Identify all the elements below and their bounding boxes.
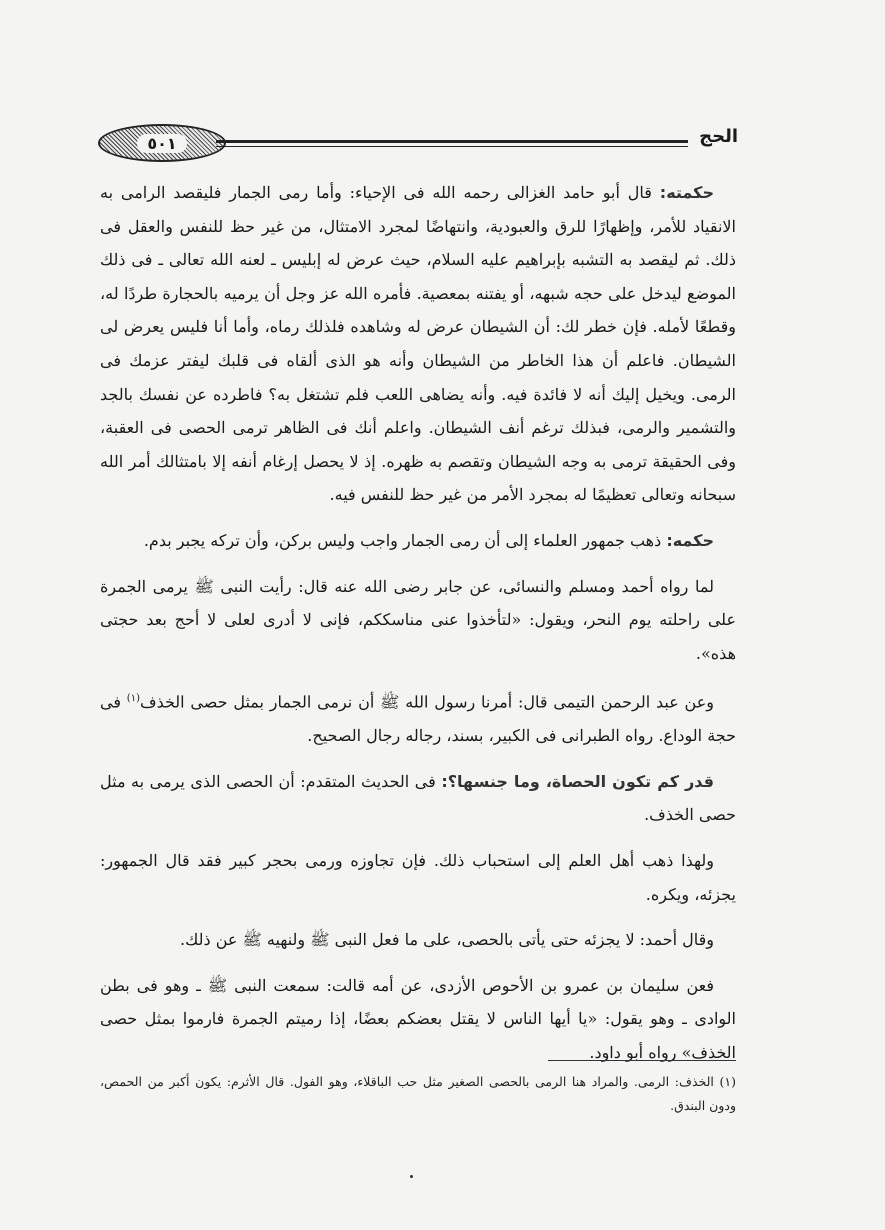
paragraph-hadith-jabir bbox=[100, 570, 736, 671]
header-rule bbox=[216, 140, 688, 147]
footnote bbox=[100, 1070, 736, 1118]
paragraph-hukmuhu bbox=[100, 524, 736, 558]
page-mark bbox=[410, 1175, 413, 1178]
running-title: الحج bbox=[699, 126, 738, 147]
main-text bbox=[100, 176, 736, 1070]
page-header bbox=[98, 122, 738, 162]
page-number-badge bbox=[98, 124, 226, 162]
footnote-text: (١) الخذف: الرمى. والمراد هنا الرمى بالحصى الصغير مثل حب الباقلاء، وهو الفول. قال الأثرم: يكون أكبر من الحمص، ودون البندق. bbox=[100, 1074, 736, 1113]
footnote-marker: (١) bbox=[126, 693, 140, 705]
paragraph-text: ذهب جمهور العلماء إلى أن رمى الجمار واجب وليس بركن، وأن تركه يجبر بدم. bbox=[143, 530, 667, 550]
paragraph-text: ولهذا ذهب أهل العلم إلى استحباب ذلك. فإن تجاوزه ورمى بحجر كبير فقد قال الجمهور: يجزئه، ويكره. bbox=[100, 851, 736, 904]
paragraph-text: قال أبو حامد الغزالى رحمه الله فى الإحياء: وأما رمى الجمار فليقصد الرامى به الانقياد للأمر، وإظهارًا للرق والعبودية، وانتهاضًا لمجرد الامتثال، من غير حظ للنفس والعقل فى ذلك. ثم ليقصد به التشبه بإبراهيم عليه السلام، حيث عرض له إبليس ـ لعنه الله تعالى ـ فى ذلك الموضع ليدخل على حجه شبهه، أو يفتنه بمعصية. فأمره الله عز وجل أن يرميه بالحجارة طردًا له، وقطعًا لأمله. فإن خطر لك: أن الشيطان عرض له وشاهده فلذلك رماه، وأما أنا فليس يعرض لى الشيطان. فاعلم أن هذا الخاطر من الشيطان وأنه هو الذى ألقاه فى قلبك ليفتر عزمك فى الرمى. ويخيل إليك أنه لا فائدة فيه. وأنه يضاهى اللعب فلم تشتغل به؟ فاطرده عن نفسك بالجد والتشمير والرمى، فبذلك ترغم أنف الشيطان. واعلم أنك فى الظاهر ترمى الحصى فى العقبة، وفى الحقيقة ترمى به وجه الشيطان وتقصم به ظهره. إذ لا يحصل إرغام أنفه إلا بامتثالك أمر الله سبحانه وتعالى تعظيمًا له بمجرد الأمر من غير حظ للنفس فيه. bbox=[100, 183, 736, 505]
paragraph-pebble-size bbox=[100, 765, 736, 832]
paragraph-ahmad bbox=[100, 923, 736, 957]
paragraph-text: وقال أحمد: لا يجزئه حتى يأتى بالحصى، على ما فعل النبى ﷺ ولنهيه ﷺ عن ذلك. bbox=[180, 930, 714, 950]
paragraph-text: فعن سليمان بن عمرو بن الأحوص الأزدى، عن أمه قالت: سمعت النبى ﷺ ـ وهو فى بطن الوادى ـ وهو يقول: «يا أيها الناس لا يقتل بعضكم بعضًا، إذا رميتم الجمرة فارموا بمثل حصى الخذف» رواه أبو داود. bbox=[100, 975, 736, 1062]
paragraph-hikmatuhu bbox=[100, 176, 736, 512]
footnote-rule bbox=[548, 1060, 736, 1061]
paragraph-text: وعن عبد الرحمن التيمى قال: أمرنا رسول الله ﷺ أن نرمى الجمار بمثل حصى الخذف bbox=[139, 692, 715, 712]
paragraph-hadith-taymi bbox=[100, 682, 736, 753]
paragraph-hadith-sulayman bbox=[100, 969, 736, 1070]
heading-hikmatuhu: حكمته: bbox=[659, 183, 714, 202]
page-number: ٥٠١ bbox=[137, 134, 186, 153]
paragraph-text: لما رواه أحمد ومسلم والنسائى، عن جابر رضى الله عنه قال: رأيت النبى ﷺ يرمى الجمرة على راحلته يوم النحر، ويقول: «لتأخذوا عنى مناسككم، فإنى لا أدرى لعلى لا أحج بعد حجتى هذه». bbox=[100, 576, 737, 663]
paragraph-scholars bbox=[100, 844, 736, 911]
paragraph-text: فى الحديث المتقدم: أن الحصى الذى يرمى به مثل حصى الخذف. bbox=[100, 771, 736, 825]
heading-pebble-size: قدر كم تكون الحصاة، وما جنسها؟: bbox=[441, 771, 715, 791]
heading-hukmuhu: حكمه: bbox=[666, 530, 714, 550]
paragraph-text: فى حجة الوداع. رواه الطبرانى فى الكبير، بسند، رجاله رجال الصحيح. bbox=[100, 692, 736, 746]
